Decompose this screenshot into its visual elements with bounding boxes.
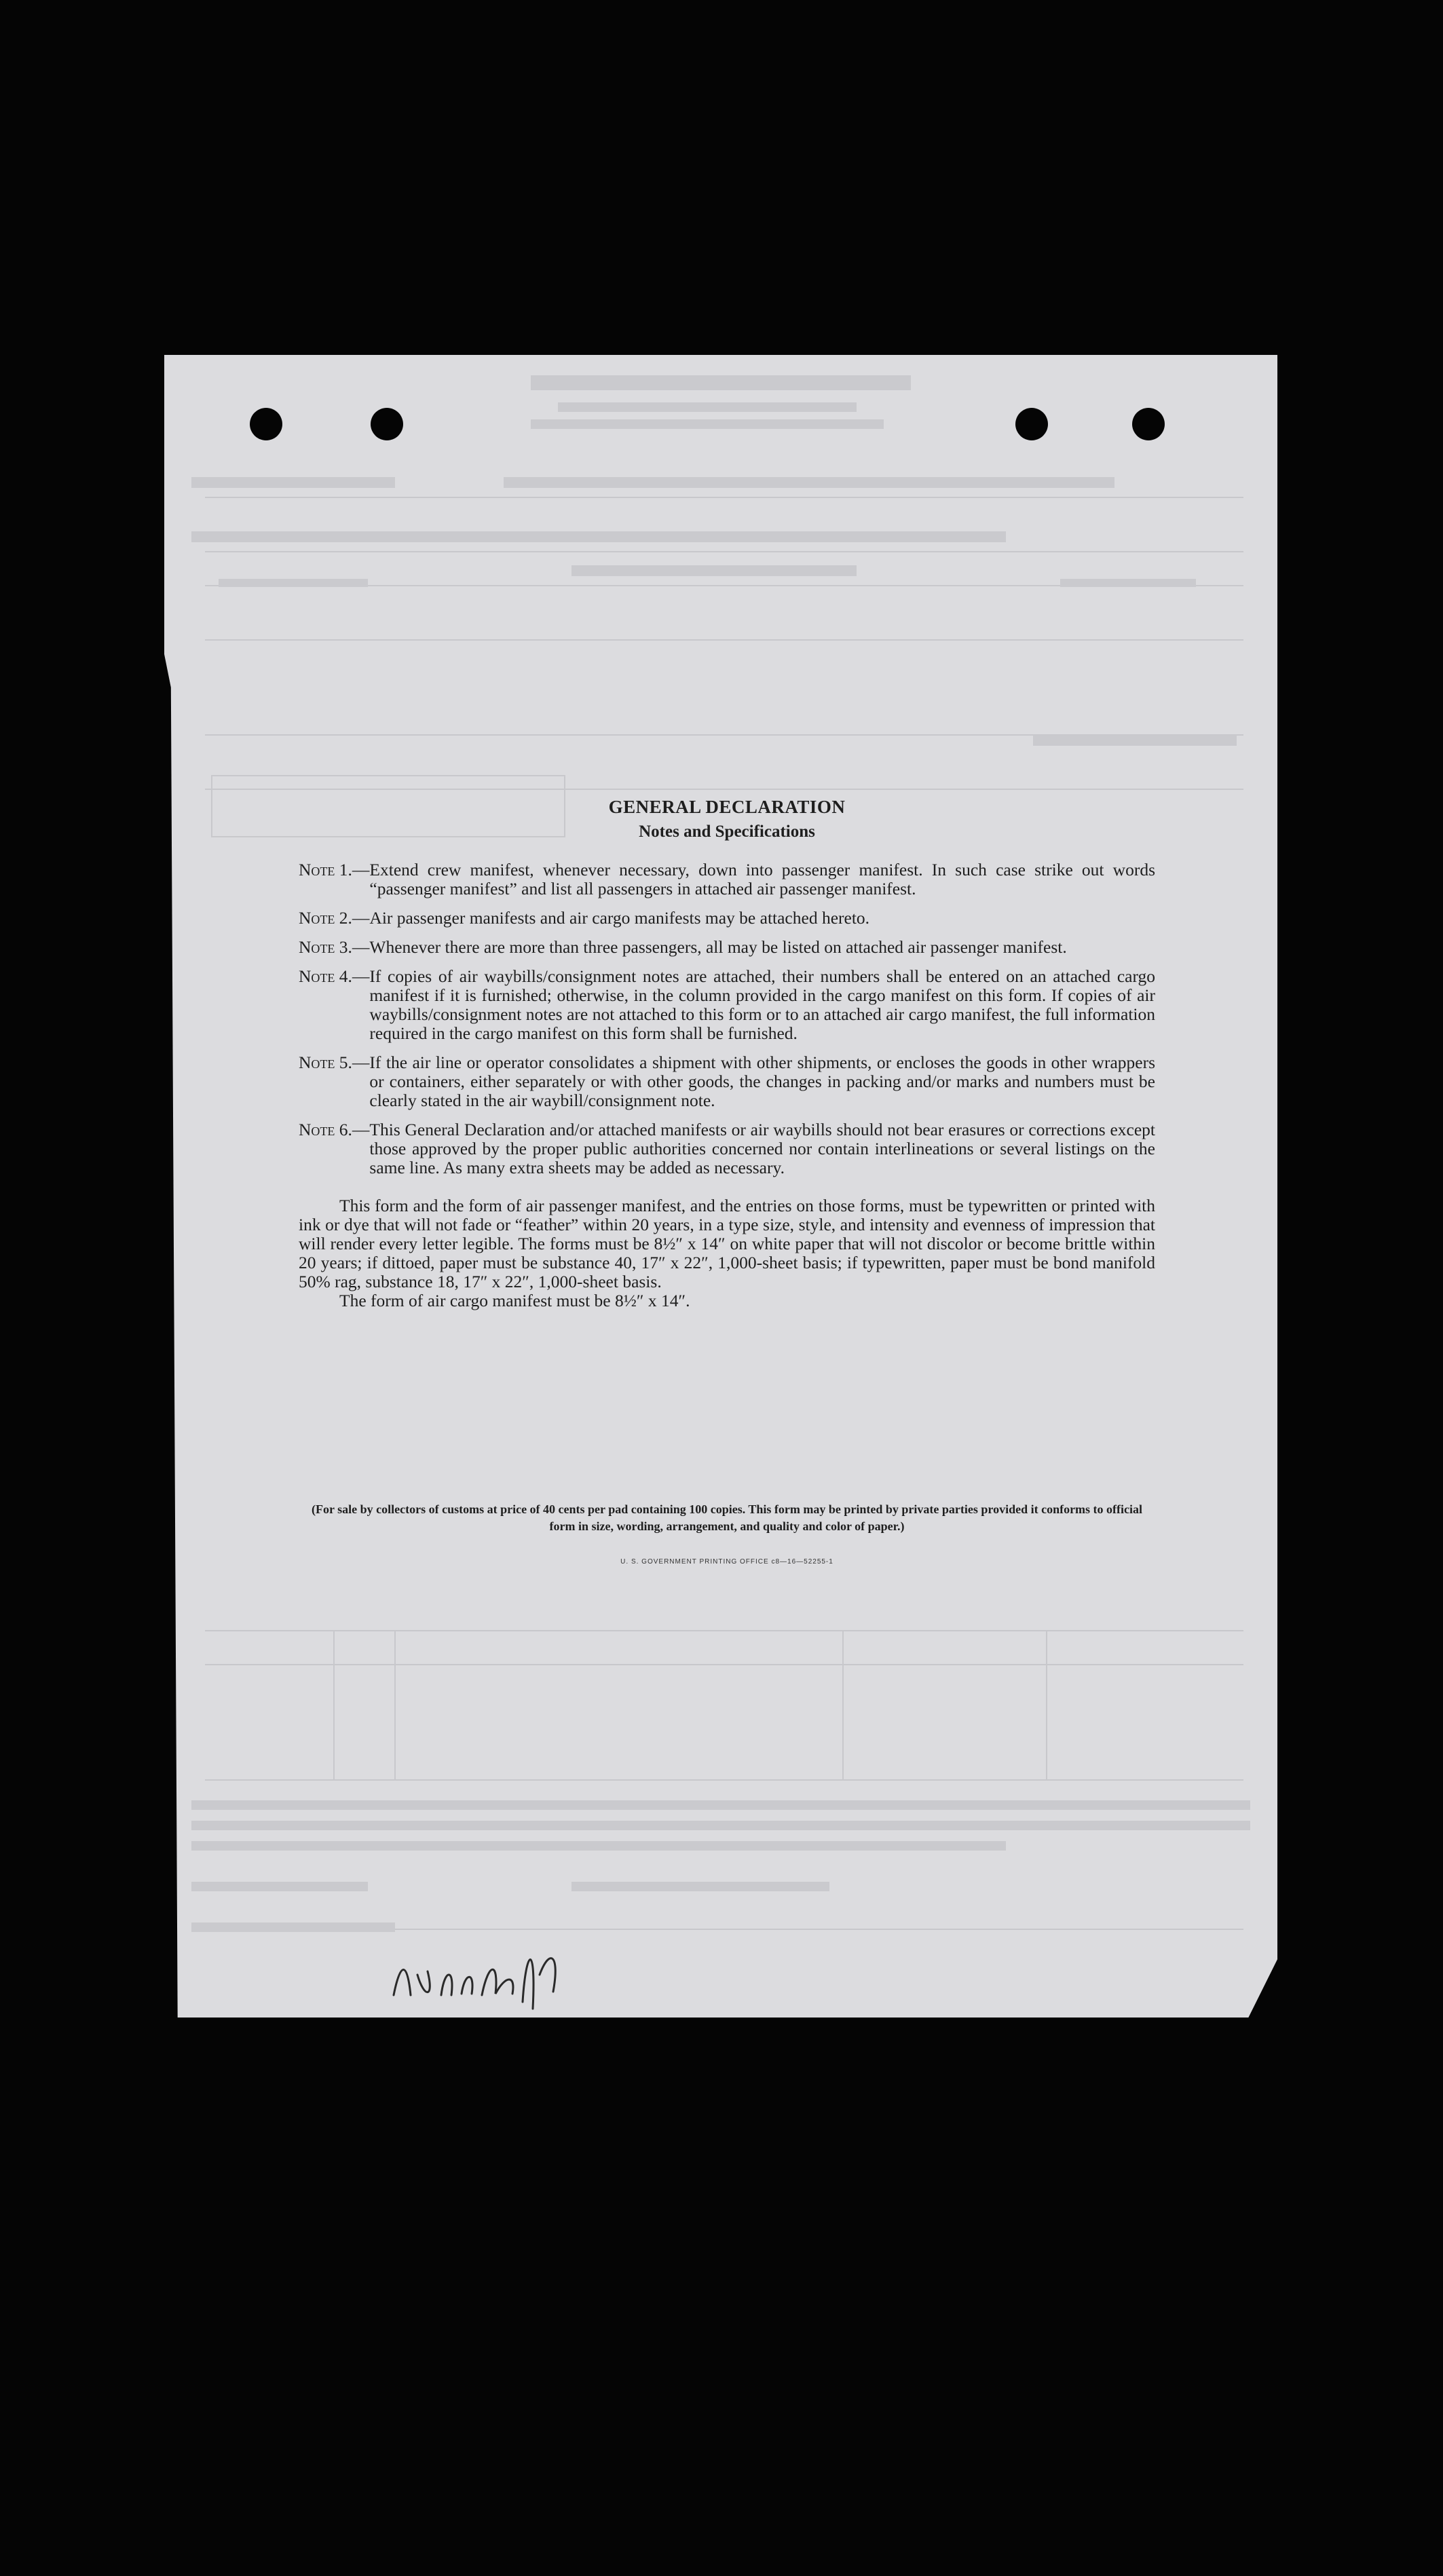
note-label: Note 5.— [299, 1053, 370, 1072]
sale-notice: (For sale by collectors of customs at price of 40 cents per pad containing 100 copies. This form may be printed by private parties provided it conforms to official form in size, wording, arrangement, and quality and color of paper.) [311, 1502, 1143, 1533]
note-label: Note 3.— [299, 937, 370, 957]
note-4 [299, 967, 1155, 1043]
note-2 [299, 909, 1155, 928]
cargo-manifest-size-paragraph: The form of air cargo manifest must be 8½″ x 14″. [339, 1291, 690, 1310]
note-text: If copies of air waybills/consignment notes are attached, their numbers shall be entered on an attached cargo manifest if it is furnished; otherwise, in the column provided in the cargo manifest on this form. If copies of air waybills/consignment notes are not attached to this form or to an attached air cargo manifest, the full information required in the cargo manifest on this form shall be furnished. [369, 966, 1155, 1043]
note-text: Air passenger manifests and air cargo manifests may be attached hereto. [369, 908, 870, 928]
note-text: This General Declaration and/or attached manifests or air waybills should not bear erasures or corrections except those approved by the proper public authorities concerned nor contain interlineations or several listings on the same line. As many extra sheets may be added as necessary. [369, 1120, 1155, 1177]
note-1 [299, 860, 1155, 898]
note-text: Extend crew manifest, whenever necessary, down into passenger manifest. In such case strike out words “passenger manifest” and list all passengers in attached air passenger manifest. [369, 860, 1155, 898]
note-label: Note 1.— [299, 860, 370, 879]
note-5 [299, 1053, 1155, 1110]
note-text: Whenever there are more than three passengers, all may be listed on attached air passenger manifest. [369, 937, 1067, 957]
note-3 [299, 938, 1155, 957]
printing-office-line: U. S. GOVERNMENT PRINTING OFFICE c8—16—52255-1 [620, 1558, 833, 1566]
page-title: GENERAL DECLARATION [608, 797, 846, 817]
form-specification-paragraph: This form and the form of air passenger manifest, and the entries on those forms, must be typewritten or printed with ink or dye that will not fade or “feather” within 20 years, in a type size, style, and intensity and evenness of impression that will render every letter legible. The forms must be 8½″ x 14″ on white paper that will not discolor or become brittle within 20 years; if dittoed, paper must be substance 40, 17″ x 22″, 1,000-sheet basis; if typewritten, paper must be bond manifold 50% rag, substance 18, 17″ x 22″, 1,000-sheet basis. [299, 1196, 1155, 1291]
handwritten-mark [387, 1934, 591, 2015]
note-6 [299, 1120, 1155, 1177]
note-label: Note 4.— [299, 966, 370, 986]
note-label: Note 2.— [299, 908, 370, 928]
note-text: If the air line or operator consolidates a shipment with other shipments, or encloses the goods in other wrappers or containers, either separately or with other goods, the changes in packing and/or marks and numbers must be clearly stated in the air waybill/consignment note. [369, 1053, 1155, 1110]
page-subtitle: Notes and Specifications [639, 822, 815, 841]
notes-body [299, 794, 1155, 1310]
note-label: Note 6.— [299, 1120, 370, 1139]
